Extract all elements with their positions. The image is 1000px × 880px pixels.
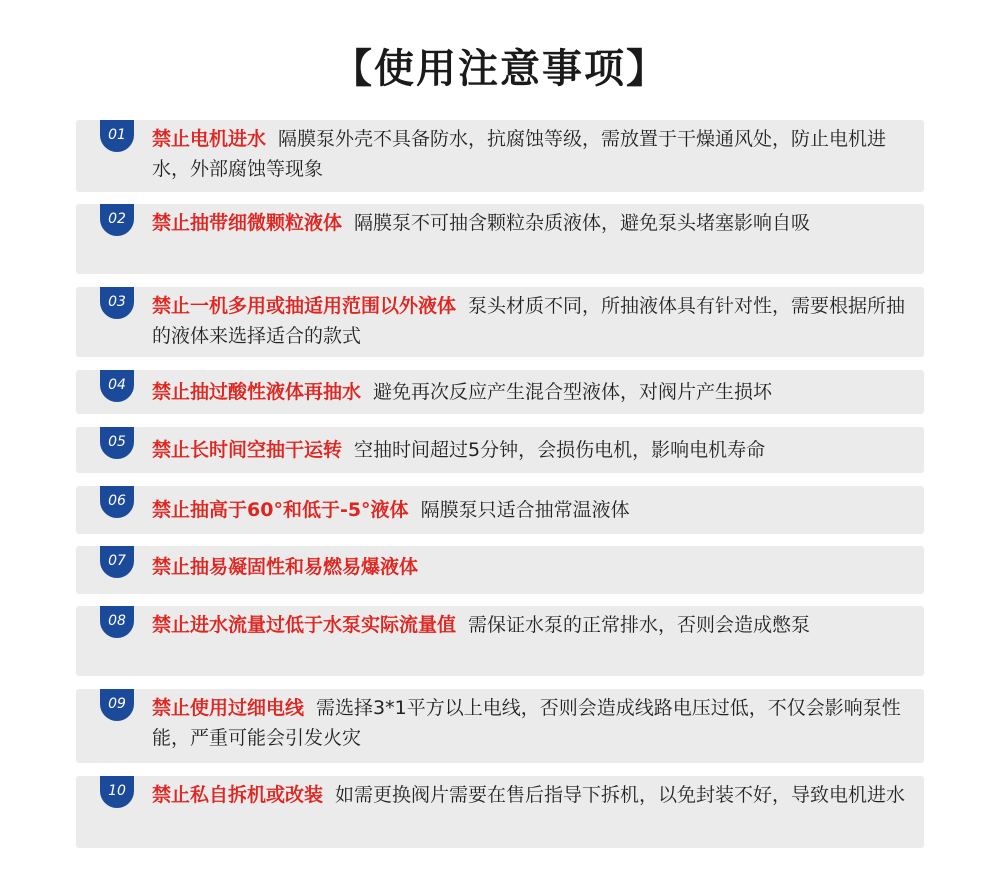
warning-label: 禁止使用过细电线 <box>152 697 305 719</box>
warning-label: 禁止长时间空抽干运转 <box>152 439 343 461</box>
number-badge: 04 <box>100 370 134 402</box>
notice-description: 隔膜泵不可抽含颗粒杂质液体，避免泵头堵塞影响自吸 <box>354 212 811 234</box>
notice-description: 隔膜泵只适合抽常温液体 <box>420 499 630 521</box>
page-title: 【使用注意事项】 <box>332 46 668 92</box>
notice-item-07 <box>76 546 924 594</box>
warning-label: 禁止抽过酸性液体再抽水 <box>152 381 362 403</box>
notice-item-10 <box>76 776 924 848</box>
notice-item-03 <box>76 287 924 357</box>
notice-item-08 <box>76 606 924 676</box>
number-badge: 08 <box>100 606 134 638</box>
number-badge: 03 <box>100 287 134 319</box>
notice-description: 空抽时间超过5分钟，会损伤电机，影响电机寿命 <box>354 439 766 461</box>
notice-item-01 <box>76 120 924 192</box>
notice-text <box>152 693 920 753</box>
warning-label: 禁止私自拆机或改装 <box>152 784 324 806</box>
notice-item-02 <box>76 204 924 274</box>
notice-item-04 <box>76 370 924 414</box>
number-badge: 10 <box>100 776 134 808</box>
notice-item-05 <box>76 427 924 473</box>
warning-label: 禁止抽带细微颗粒液体 <box>152 212 343 234</box>
notice-description: 避免再次反应产生混合型液体，对阀片产生损坏 <box>373 381 773 403</box>
notice-text <box>152 495 920 525</box>
warning-label: 禁止抽高于60°和低于-5°液体 <box>152 499 409 521</box>
number-badge: 07 <box>100 546 134 578</box>
notice-text <box>152 552 920 582</box>
notice-text <box>152 610 920 640</box>
notice-description: 泵头材质不同，所抽液体具有针对性，需要根据所抽的液体来选择适合的款式 <box>152 295 906 347</box>
number-badge: 02 <box>100 204 134 236</box>
notice-text <box>152 435 920 465</box>
notice-description: 如需更换阀片需要在售后指导下拆机，以免封装不好，导致电机进水 <box>335 784 906 806</box>
notice-item-09 <box>76 689 924 763</box>
warning-label: 禁止进水流量过低于水泵实际流量值 <box>152 614 457 636</box>
notice-text <box>152 208 920 238</box>
number-badge: 05 <box>100 427 134 459</box>
notice-item-06 <box>76 486 924 534</box>
warning-label: 禁止抽易凝固性和易燃易爆液体 <box>152 556 419 578</box>
notice-description: 需保证水泵的正常排水，否则会造成憋泵 <box>468 614 811 636</box>
notice-text <box>152 124 920 184</box>
warning-label: 禁止电机进水 <box>152 128 267 150</box>
notice-text <box>152 377 920 407</box>
number-badge: 06 <box>100 486 134 518</box>
notice-description: 隔膜泵外壳不具备防水，抗腐蚀等级，需放置于干燥通风处，防止电机进水，外部腐蚀等现象 <box>152 128 887 180</box>
number-badge: 01 <box>100 120 134 152</box>
notice-text <box>152 291 920 351</box>
notice-description: 需选择3*1平方以上电线，否则会造成线路电压过低，不仅会影响泵性能，严重可能会引发火灾 <box>152 697 901 749</box>
number-badge: 09 <box>100 689 134 721</box>
notice-text <box>152 780 920 810</box>
warning-label: 禁止一机多用或抽适用范围以外液体 <box>152 295 457 317</box>
